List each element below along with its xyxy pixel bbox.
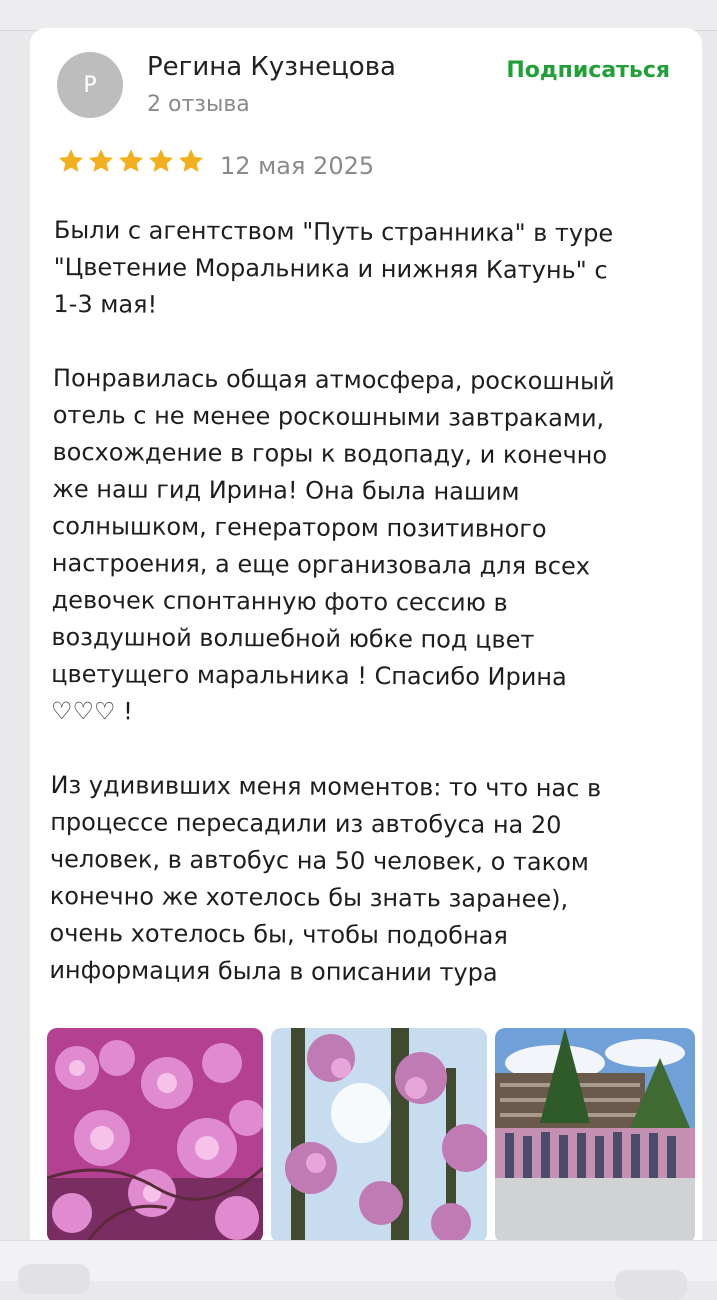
review-date: 12 мая 2025	[220, 152, 375, 180]
avatar-initial: Р	[83, 72, 97, 98]
rating-stars	[57, 148, 205, 175]
bottom-strip	[0, 1240, 717, 1281]
bottom-left-control[interactable]	[18, 1264, 90, 1294]
review-photo-flowers[interactable]	[47, 1028, 263, 1243]
author-name[interactable]: Регина Кузнецова	[147, 52, 396, 82]
photo-gallery	[47, 1028, 695, 1243]
top-strip	[0, 0, 717, 31]
bottom-right-control[interactable]	[615, 1270, 687, 1300]
avatar[interactable]	[57, 52, 123, 118]
review-card	[30, 28, 702, 1258]
review-photo-tree-sky[interactable]	[271, 1028, 487, 1243]
star-icon	[177, 148, 205, 175]
star-icon	[57, 148, 85, 175]
author-review-count: 2 отзыва	[147, 92, 250, 117]
star-icon	[87, 148, 115, 175]
subscribe-button[interactable]: Подписаться	[506, 58, 670, 83]
star-icon	[117, 148, 145, 175]
review-text: Были с агентством "Путь странника" в туре "Цветение Моральника и нижняя Катунь" с 1-3 мая! Понравилась общая атмосфера, роскошный отель с не менее роскошными завтраками, восхождение в горы к водопаду, и конечно же наш гид Ирина! Она была нашим солнышком, генератором позитивного настроения, а еще организовала для всех девочек спонтанную фото сессию в воздушной волшебной юбке под цвет цветущего маральника ! Спасибо Ирина ♡♡♡ ! Из удививших меня моментов: то что нас в процессе пересадили из автобуса на 20 человек, в автобус на 50 человек, о таком конечно же хотелось бы знать заранее), очень хотелось бы, чтобы подобная информация была в описании тура	[49, 215, 615, 987]
star-icon	[147, 148, 175, 175]
review-photo-group[interactable]	[495, 1028, 695, 1243]
